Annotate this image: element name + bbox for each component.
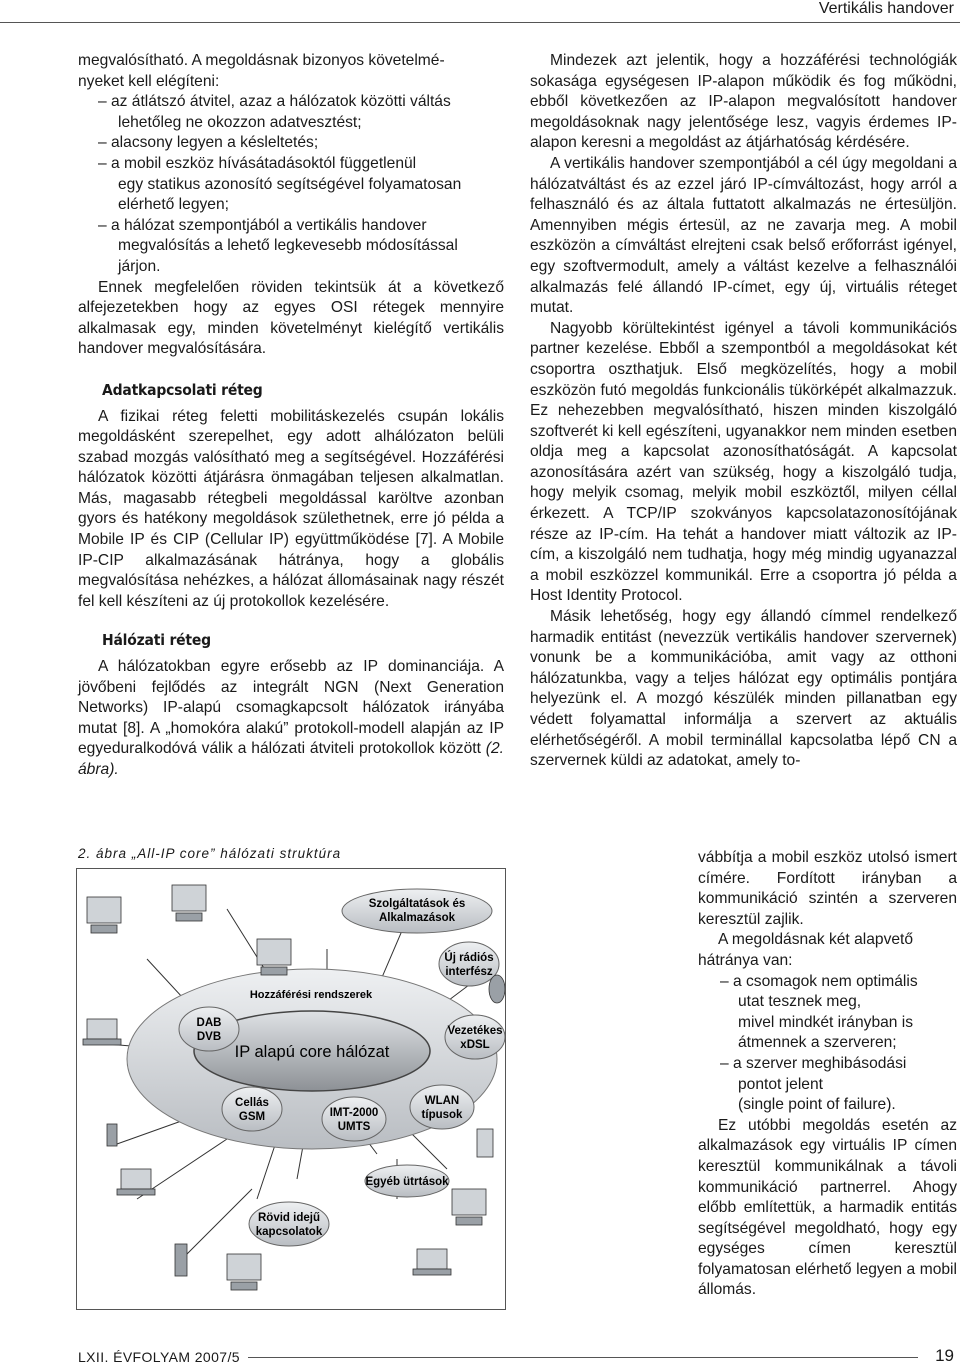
svg-text:Vezetékes: Vezetékes <box>447 1025 503 1037</box>
telephone-icon <box>489 975 505 1003</box>
node-short-range <box>249 1202 329 1246</box>
paragraph: A fizikai réteg feletti mobilitáskezelés csupán lokális megoldásként szerepelhet, egy adott alhálózaton belüli szabad mozgás valósítható meg a segítségével. Hozzáférési hálózatok közötti átjárásra önmagában teljesen alkalmatlan. Más, magasabb rétegbeli megoldással karöltve azonban gyors és hatékony megoldások születhetnek, erre jó példa a Mobile IP és CIP (Cellular IP) együttműködése [7]. A Mobile IP-CIP alkalmazásának hátránya, hogy a globális megvalósítása nehézkes, a hálózat állomásainak nagy részét fel kell készíteni az új protokollok kezelésére. <box>78 407 504 610</box>
list-item: – a szerver meghibásodási pontot jelent (single point of failure). <box>720 1054 907 1114</box>
phone-icon <box>175 1244 187 1276</box>
computer-icon <box>87 897 121 933</box>
right-column-narrow <box>698 848 957 1301</box>
computer-icon <box>257 939 291 975</box>
list-item: – a csomagok nem optimális utat tesznek meg, mivel mindkét irányban is átmennek a szerveren; <box>720 972 918 1052</box>
services-cloud <box>342 889 492 933</box>
node-wlan <box>410 1085 474 1129</box>
svg-text:DVB: DVB <box>196 1031 222 1043</box>
paragraph: Mindezek azt jelentik, hogy a hozzáférési technológiák sokasága egységesen IP-alapon működik és fog működni, ebből következően az IP-alapon megvalósított handover megoldásoknak nagy jelentősége lesz, vagyis érdemes IP-alapon keresni a megoldást az átjárhatóság kérdésére. <box>530 52 957 152</box>
paragraph-continued: vábbítja a mobil eszköz utolsó ismert címére. Fordított irányban a kommunikáció szintén a szerveren keresztül zajlik. <box>698 849 957 928</box>
figure-caption: 2. ábra „All-IP core” hálózati struktúra <box>78 846 342 861</box>
svg-text:IMT-2000: IMT-2000 <box>329 1107 379 1119</box>
list-item: – a hálózat szempontjából a vertikális handover megvalósítás a lehető legkevesebb módosítással járjon. <box>98 216 458 275</box>
node-other-access <box>365 1165 449 1197</box>
svg-text:Rövid idejű: Rövid idejű <box>258 1212 320 1224</box>
pda-icon <box>477 1129 493 1157</box>
figure-all-ip-core <box>76 868 506 1310</box>
footer-rule <box>248 1357 918 1358</box>
svg-text:interfész: interfész <box>445 966 493 978</box>
section-heading: Adatkapcsolati réteg <box>102 380 263 399</box>
paragraph: A megoldásnak két alapvető hátránya van: <box>698 931 914 969</box>
node-xdsl <box>445 1015 505 1059</box>
svg-text:WLAN: WLAN <box>424 1095 460 1107</box>
list-item: – alacsony legyen a késleltetés; <box>98 134 319 152</box>
header-rule <box>0 22 960 23</box>
paragraph: A vertikális handover szempontjából a cél úgy megoldani a hálózatváltást és az ezzel járó IP-címváltozást, hogy arról a felhasználó és az általa futtatott alkalmazás ne értesüljön. Amennyiben mégis értesül, az ne zavarja meg. A mobil eszközön a címváltást elrejteni csak belső erőforrást igényel, egy szoftvermodult, amely a váltást kezelve a felhasználói alkalmazás felé állandó IP-címet, egy új, virtuális réteget mutat. <box>530 154 957 317</box>
laptop-icon <box>413 1249 451 1275</box>
svg-text:xDSL: xDSL <box>460 1039 490 1051</box>
svg-text:Egyéb ütrtások: Egyéb ütrtások <box>365 1176 449 1188</box>
paragraph: Ez utóbbi megoldás esetén az alkalmazások egy virtuális IP címen keresztül kommunikálnak a távoli kommunikáció partnerrel. Ahogy előbb említettük, a harmadik entitás segítségével megoldható, hogy egy egységes címen keresztül folyamatosan elérhető legyen a mobil állomás. <box>698 1116 957 1299</box>
laptop-icon <box>83 1019 121 1045</box>
svg-text:kapcsolatok: kapcsolatok <box>255 1226 323 1238</box>
paragraph: Ennek megfelelően röviden tekintsük át a következő alfejezetekben hogy az egyes OSI rétegek mennyire alkalmasak egy, minden követelményt kielégítő vertikális handover megvalósítására. <box>78 278 504 358</box>
node-umts <box>322 1097 386 1141</box>
node-dab-dvb <box>179 1007 239 1051</box>
computer-icon <box>172 885 206 921</box>
svg-text:GSM: GSM <box>238 1111 266 1123</box>
running-header: Vertikális handover <box>818 0 954 17</box>
network-diagram <box>77 869 505 1309</box>
node-gsm <box>222 1087 282 1131</box>
footer-volume: LXII. ÉVFOLYAM 2007/5 <box>78 1349 240 1365</box>
list-item: – a mobil eszköz hívásátadásoktól függetlenül egy statikus azonosító segítségével folyamatosan elérhető legyen; <box>98 154 462 214</box>
node-new-radio <box>439 942 499 986</box>
section-heading: Hálózati réteg <box>102 631 211 650</box>
paragraph-intro: megvalósítható. A megoldásnak bizonyos követelmé- nyeket kell elégíteni: <box>78 52 445 90</box>
svg-text:UMTS: UMTS <box>337 1121 371 1133</box>
computer-icon <box>227 1254 261 1290</box>
svg-text:Új rádiós: Új rádiós <box>444 952 494 964</box>
paragraph: Másik lehetőség, hogy egy állandó címmel rendelkező harmadik entitást (nevezzük vertikális handover szervernek) vonunk be a kommunikációba, amit vagy az otthoni hálózatunkba, vagy a teljes hálózat egy optimális pontjára helyezünk el. A mozgó készülék minden pillanatban egy védett folyamattal informálja a szervert az aktuális elérhetőségéről. A mobil terminállal kapcsolatba lépő CN a szervernek küldi az adatokat, amely to- <box>530 608 957 770</box>
services-label: Szolgáltatások és <box>368 898 466 910</box>
laptop-icon <box>117 1169 155 1195</box>
list-item: – az átlátszó átvitel, azaz a hálózatok közötti váltás lehetőleg ne okozzon adatvesztést; <box>98 93 451 131</box>
left-column <box>78 51 504 781</box>
ip-core-label: IP alapú core hálózat <box>234 1043 390 1061</box>
phone-icon <box>107 1124 117 1146</box>
svg-text:típusok: típusok <box>421 1109 463 1121</box>
paragraph: Nagyobb körültekintést igényel a távoli kommunikációs partner kezelése. Ebből a szempontból a megoldásokat két csoportra oszthatjuk. Első megközelítés, hogy a mobil eszközön futó megoldás funkcionális tükörképét alkalmazzuk. Ez nehezebben megvalósítható, hiszen minden kiszolgáló szoftverét ki kell egészíteni, ugyanakkor nem minden esetben oldja meg a kapcsolat azonosíthatóságát. A kapcsolat azonosítására azért van szükség, hogy a kiszolgáló tudja, hogy melyik csomag, melyik mobil eszköztől, milyen céllal érkezett. A TCP/IP szokványos kapcsolatazonosítójának része az IP-cím. Ha tehát a handover miatt változik az IP-cím, a kiszolgáló nem tudhatja, hogy még mindig ugyanazzal a mobil eszközzel kommunikál. Erre a csoportra jó példa a Host Identity Protocol. <box>530 319 957 605</box>
page-number: 19 <box>935 1346 954 1365</box>
access-label: Hozzáférési rendszerek <box>249 989 373 1001</box>
svg-text:Cellás: Cellás <box>235 1097 269 1109</box>
svg-text:DAB: DAB <box>196 1017 222 1029</box>
services-label-2: Alkalmazások <box>378 912 456 924</box>
right-column <box>530 51 957 772</box>
computer-icon <box>452 1189 486 1225</box>
paragraph: A hálózatokban egyre erősebb az IP dominanciája. A jövőbeni fejlődés az integrált NGN (Next Generation Networks) IP-alapú csomagkapcsolt hálózatok irányába mutat [8]. A „homokóra alakú” protokoll-modell alapján az IP egyeduralkodóvá válik a hálózati átviteli protokollok között (2. ábra). <box>78 658 504 778</box>
